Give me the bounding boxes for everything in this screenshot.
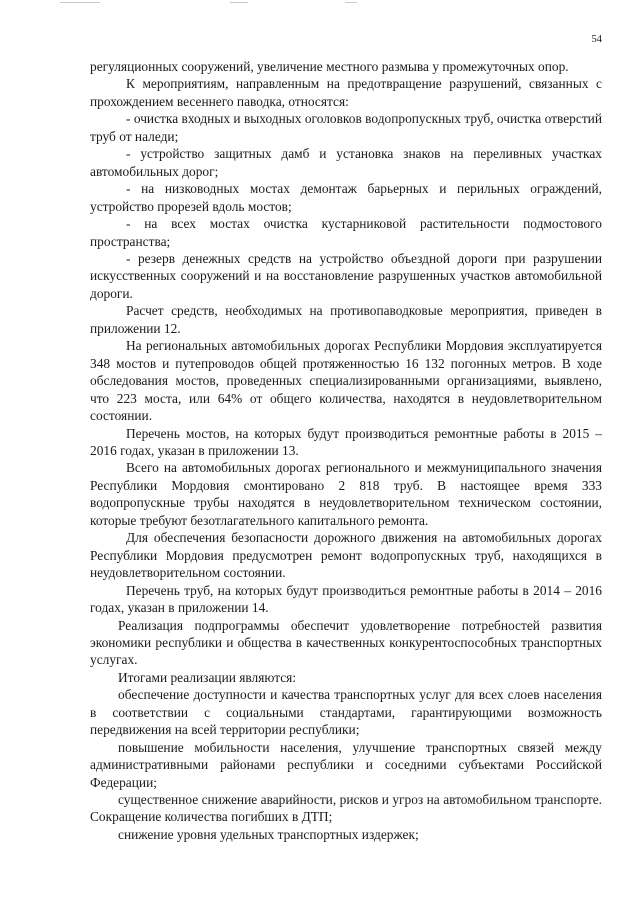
paragraph: К мероприятиям, направленным на предотвращение разрушений, связанных с прохождением весеннего паводка, относятся: — [90, 76, 602, 109]
paragraph: повышение мобильности населения, улучшение транспортных связей между административными районами республики и соседними субъектами Российской Федерации; — [90, 739, 602, 790]
scan-artifact — [230, 2, 248, 3]
paragraph: Реализация подпрограммы обеспечит удовлетворение потребностей развития экономики республики и общества в качественных конкурентоспособных транспортных услугах. — [90, 617, 602, 668]
list-item: - на низководных мостах демонтаж барьерных и перильных ограждений, устройство прорезей вдоль мостов; — [90, 181, 602, 214]
list-item: - на всех мостах очистка кустарниковой растительности подмостового пространства; — [90, 216, 602, 249]
scan-artifact — [60, 2, 100, 3]
paragraph: Всего на автомобильных дорогах регионального и межмуниципального значения Республики Мордовия смонтировано 2 818 труб. В настоящее время 333 водопропускные трубы находятся в неудовлетворительном техническом состоянии, которые требуют безотлагательного капитального ремонта. — [90, 460, 602, 528]
paragraph: Для обеспечения безопасности дорожного движения на автомобильных дорогах Республики Мордовия предусмотрен ремонт водопропускных труб, находящихся в неудовлетворительном состоянии. — [90, 530, 602, 581]
paragraph: Перечень мостов, на которых будут производиться ремонтные работы в 2015 – 2016 годах, указан в приложении 13. — [90, 425, 602, 458]
paragraph: регуляционных сооружений, увеличение местного размыва у промежуточных опор. — [90, 59, 569, 74]
paragraph: Итогами реализации являются: — [118, 669, 297, 685]
paragraph: существенное снижение аварийности, рисков и угроз на автомобильном транспорте. Сокращение количества погибших в ДТП; — [90, 792, 602, 825]
document-body — [90, 58, 602, 843]
paragraph: снижение уровня удельных транспортных издержек; — [118, 826, 419, 842]
paragraph: обеспечение доступности и качества транспортных услуг для всех слоев населения в соответствии с социальными стандартами, гарантирующими возможность передвижения на всей территории республики; — [90, 687, 602, 738]
scan-artifact — [345, 2, 357, 3]
paragraph: На региональных автомобильных дорогах Республики Мордовия эксплуатируется 348 мостов и путепроводов общей протяженностью 16 132 погонных метров. В ходе обследования мостов, проведенных специализированными организациями, выявлено, что 223 моста, или 64% от общего количества, находятся в неудовлетворительном состоянии. — [90, 338, 602, 424]
paragraph: Перечень труб, на которых будут производиться ремонтные работы в 2014 – 2016 годах, указан в приложении 14. — [90, 582, 602, 616]
list-item: - резерв денежных средств на устройство объездной дороги при разрушении искусственных сооружений и на восстановление разрушенных участков автомобильной дороги. — [90, 250, 602, 301]
list-item: - очистка входных и выходных оголовков водопропускных труб, очистка отверстий труб от наледи; — [90, 111, 602, 144]
page-number: 54 — [591, 34, 602, 45]
paragraph: Расчет средств, необходимых на противопаводковые мероприятия, приведен в приложении 12. — [90, 303, 602, 336]
list-item: - устройство защитных дамб и установка знаков на переливных участках автомобильных дорог; — [90, 146, 602, 179]
